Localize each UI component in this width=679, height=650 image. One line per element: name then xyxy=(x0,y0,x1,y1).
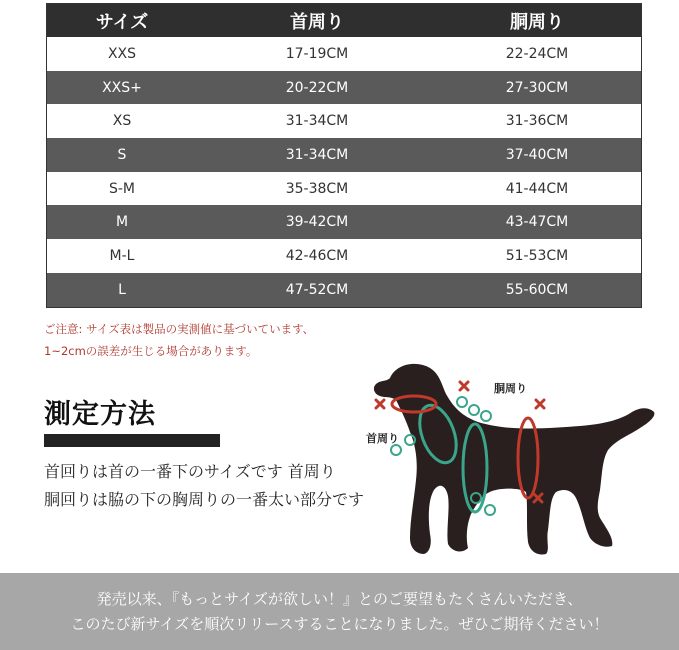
measure-line-2: 胴回りは脇の下の胸周りの一番太い部分です xyxy=(44,490,365,509)
table-row xyxy=(47,71,641,105)
cell-neck: 20-22CM xyxy=(285,79,349,96)
table-row xyxy=(47,172,641,206)
cell-neck: 35-38CM xyxy=(285,180,349,197)
neck-label: 首周り xyxy=(366,432,399,445)
cell-size: XXS+ xyxy=(102,79,142,96)
header-chest: 胴周り xyxy=(510,11,564,33)
cell-size: M xyxy=(115,214,129,231)
cell-chest: 37-40CM xyxy=(505,146,569,163)
caution-line-2: 1~2cmの誤差が生じる場合があります。 xyxy=(44,344,258,358)
measure-line-1: 首回りは首の一番下のサイズです 首周り xyxy=(44,462,336,481)
cell-neck: 31-34CM xyxy=(285,146,349,163)
size-table xyxy=(46,3,642,308)
cell-neck: 31-34CM xyxy=(285,113,349,130)
caution-note xyxy=(44,318,314,362)
dog-diagram xyxy=(350,350,670,570)
cell-size: S-M xyxy=(108,180,136,197)
title-underline xyxy=(44,434,220,447)
cell-chest: 41-44CM xyxy=(505,180,569,197)
cell-size: XS xyxy=(112,113,132,130)
cell-chest: 27-30CM xyxy=(505,79,569,96)
table-row xyxy=(47,138,641,172)
cell-neck: 47-52CM xyxy=(285,281,349,298)
table-header xyxy=(47,4,641,37)
caution-line-1: ご注意: サイズ表は製品の実測値に基づいています、 xyxy=(44,322,315,336)
cell-chest: 43-47CM xyxy=(505,214,569,231)
cell-size: S xyxy=(117,146,127,163)
table-row xyxy=(47,205,641,239)
footer-line-1: 発売以来、『もっとサイズが欲しい！』とのご要望もたくさんいただき、 xyxy=(96,590,583,608)
header-neck: 首周り xyxy=(290,11,344,33)
measure-title: 測定方法 xyxy=(44,399,156,430)
footer-line-2: このたび新サイズを順次リリースすることになりました。ぜひご期待ください！ xyxy=(70,615,609,633)
table-row xyxy=(47,104,641,138)
table-row xyxy=(47,273,641,307)
cell-neck: 39-42CM xyxy=(285,214,349,231)
cell-size: L xyxy=(118,281,126,298)
cell-size: XXS xyxy=(107,45,137,62)
table-row xyxy=(47,239,641,273)
cell-size: M-L xyxy=(109,247,135,264)
footer-banner xyxy=(0,573,679,650)
header-size: サイズ xyxy=(95,11,149,33)
cell-neck: 17-19CM xyxy=(285,45,349,62)
table-row xyxy=(47,37,641,71)
measure-description xyxy=(44,458,364,514)
cell-chest: 55-60CM xyxy=(505,281,569,298)
cell-chest: 51-53CM xyxy=(505,247,569,264)
chest-label: 胴周り xyxy=(494,382,527,395)
cell-neck: 42-46CM xyxy=(285,247,349,264)
cell-chest: 22-24CM xyxy=(505,45,569,62)
cell-chest: 31-36CM xyxy=(505,113,569,130)
